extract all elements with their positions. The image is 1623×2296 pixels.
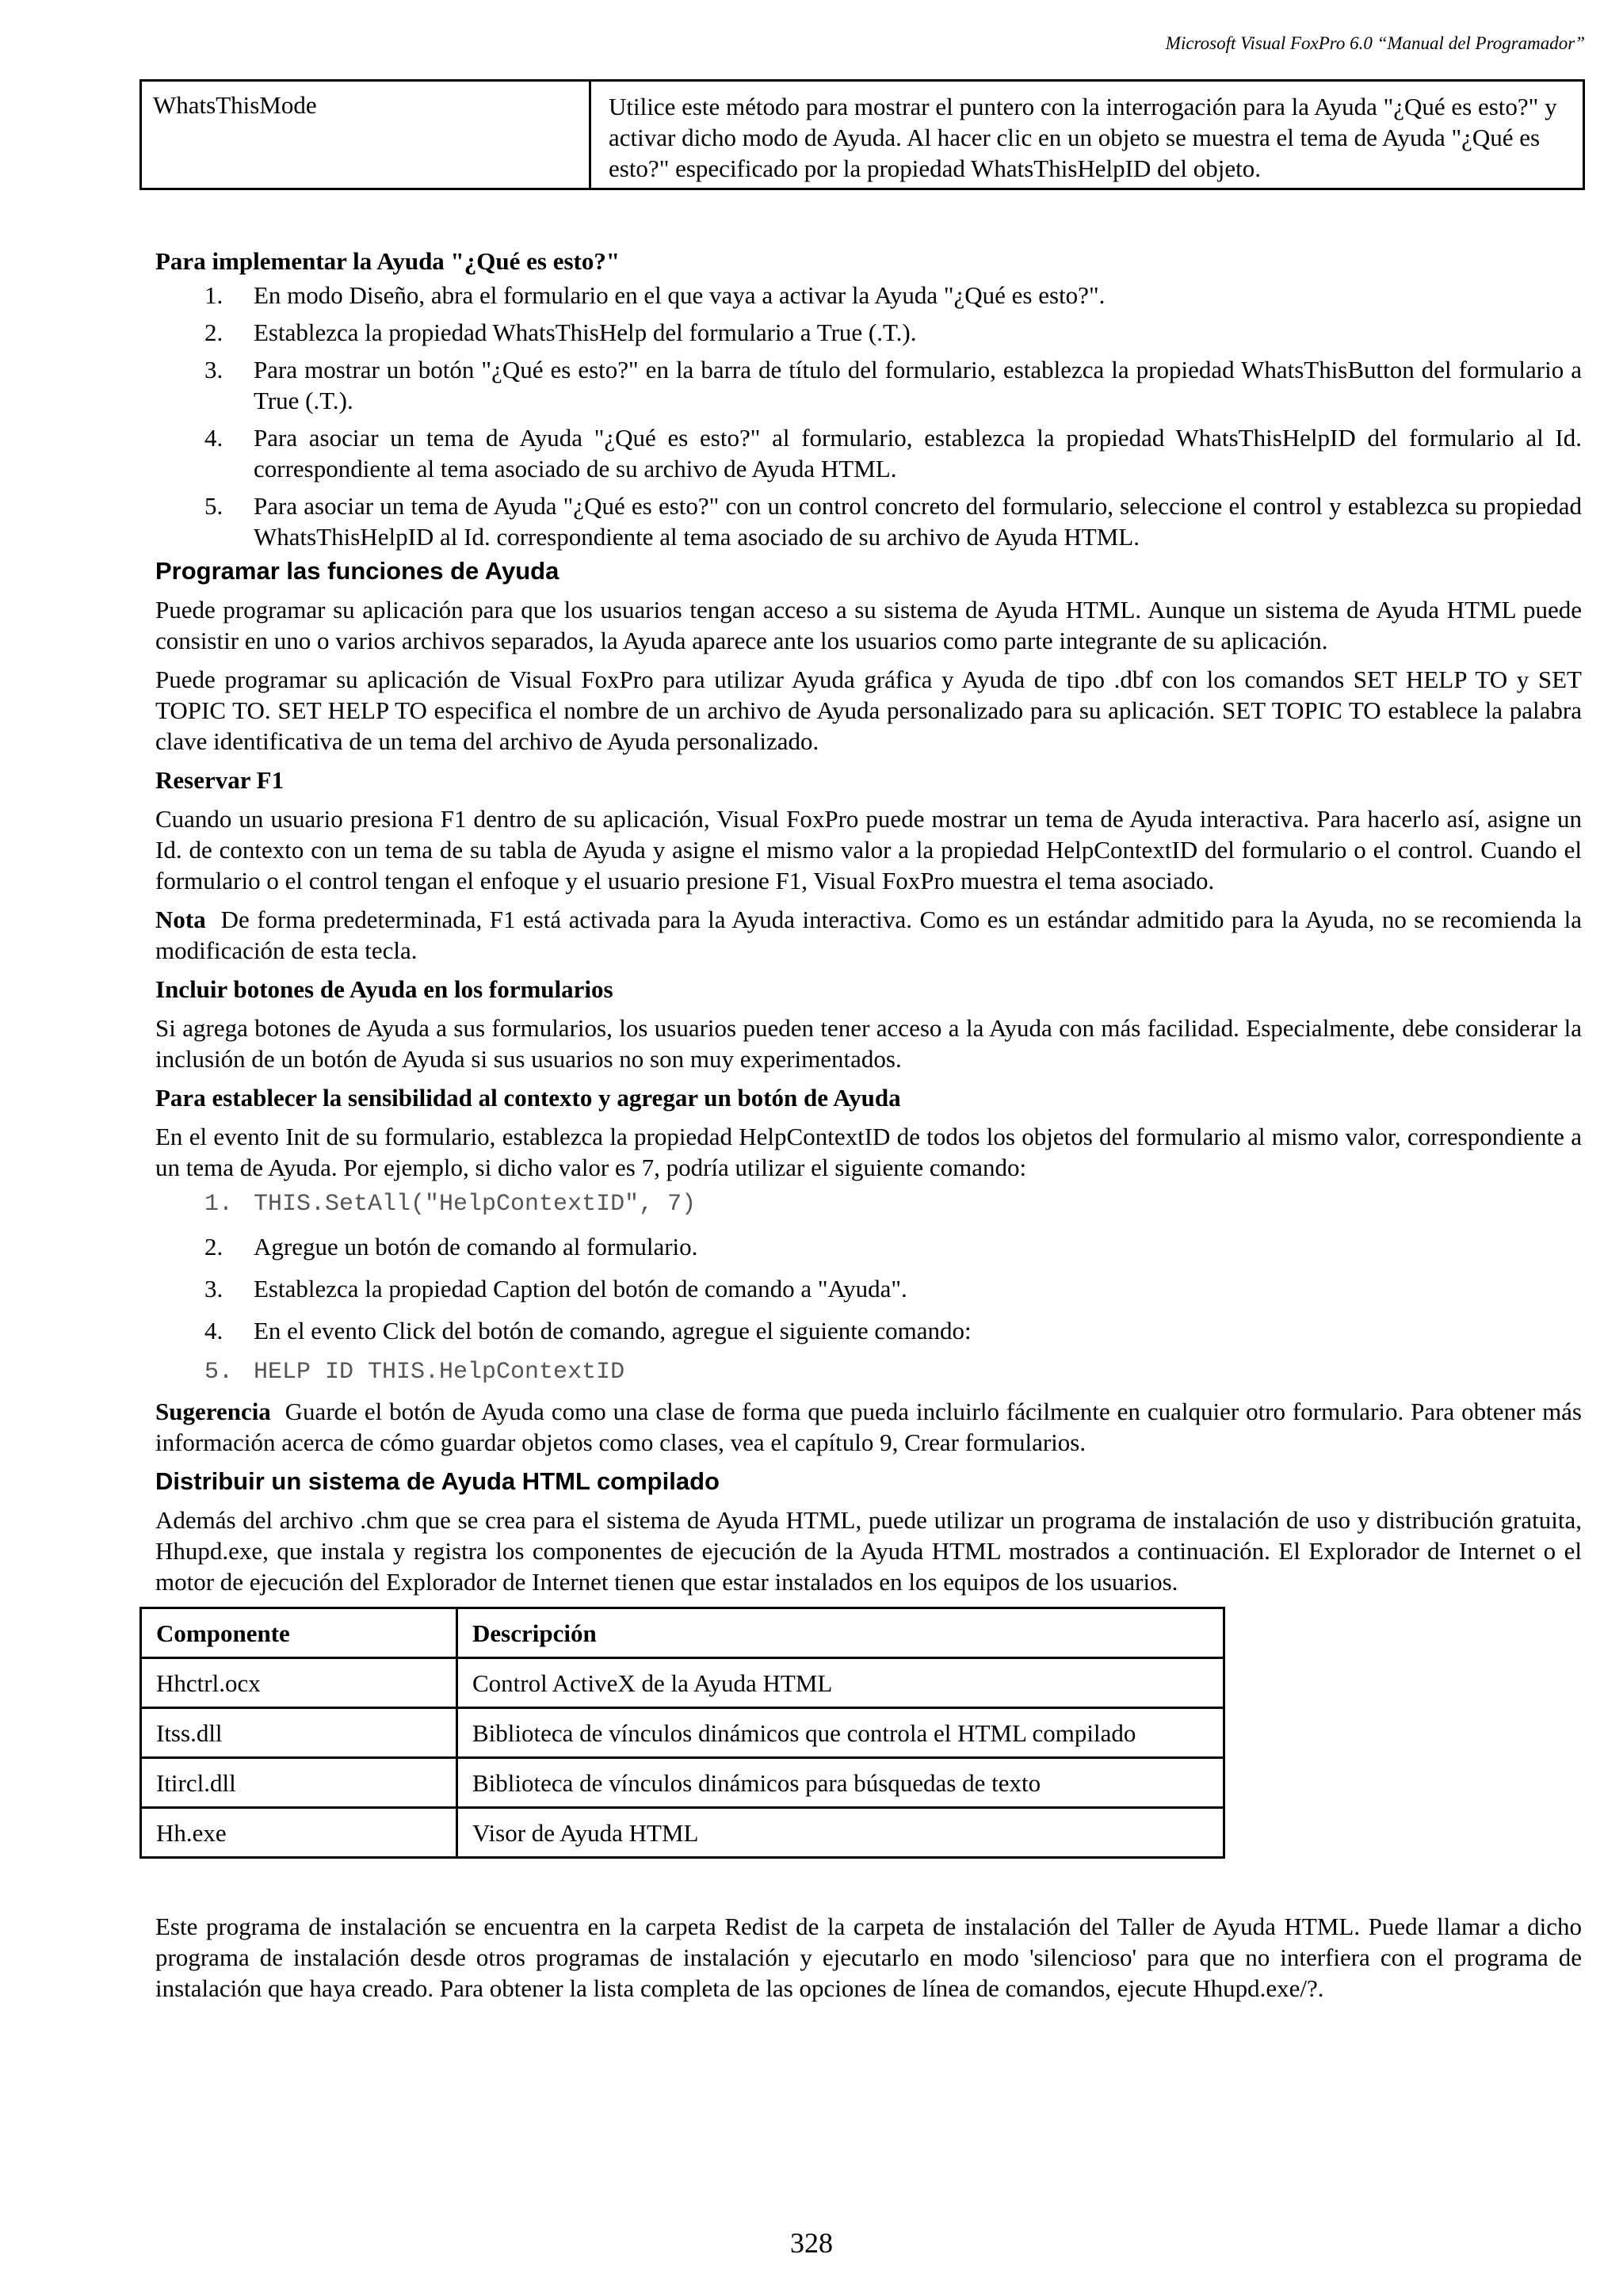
procedure-steps xyxy=(155,280,1582,552)
note-text: De forma predeterminada, F1 está activada para la Ayuda interactiva. Como es un estándar admitido para la Ayuda, no se recomienda la modificación de esta tecla. xyxy=(155,906,1582,964)
step-text: Para mostrar un botón "¿Qué es esto?" en la barra de título del formulario, establezca la propiedad WhatsThisButton del formulario a True (.T.). xyxy=(254,356,1582,414)
components-table xyxy=(139,1607,1225,1859)
step-number: 5. xyxy=(204,492,223,520)
component-cell: Itss.dll xyxy=(141,1708,457,1758)
table-row xyxy=(141,1658,1224,1708)
step-number: 2. xyxy=(204,318,223,346)
list-item xyxy=(155,1357,1582,1388)
component-cell: Hhctrl.ocx xyxy=(141,1658,457,1708)
description-cell: Biblioteca de vínculos dinámicos para búsquedas de texto xyxy=(457,1758,1224,1808)
procedure-heading: Para establecer la sensibilidad al contexto y agregar un botón de Ayuda xyxy=(155,1084,901,1112)
list-item xyxy=(155,317,1582,348)
code-line: HELP ID THIS.HelpContextID xyxy=(254,1359,625,1386)
step-text: Para asociar un tema de Ayuda "¿Qué es esto?" al formulario, establezca la propiedad WhatsThisHelpID del formulario al Id. correspondiente al tema asociado de su archivo de Ayuda HTML. xyxy=(254,424,1582,482)
step-text: En el evento Click del botón de comando, agregue el siguiente comando: xyxy=(254,1317,972,1344)
step-text: Establezca la propiedad Caption del botón de comando a "Ayuda". xyxy=(254,1275,907,1302)
list-item xyxy=(155,280,1582,311)
step-number: 4. xyxy=(204,1317,223,1344)
body-paragraph: Además del archivo .chm que se crea para el sistema de Ayuda HTML, puede utilizar un programa de instalación de uso y distribución gratuita, Hhupd.exe, que instala y registra los componentes de ejecución de la Ayuda HTML mostrados a continuación. El Explorador de Internet o el motor de ejecución del Explorador de Internet tienen que estar instalados en los equipos de los usuarios. xyxy=(155,1506,1582,1596)
list-item xyxy=(155,354,1582,416)
method-table-row xyxy=(139,79,1585,190)
body-paragraph: Cuando un usuario presiona F1 dentro de su aplicación, Visual FoxPro puede mostrar un tema de Ayuda interactiva. Para hacerlo así, asigne un Id. de contexto con un tema de su tabla de Ayuda y asigne el mismo valor a la propiedad HelpContextID del formulario o el control. Cuando el formulario o el control tengan el enfoque y el usuario presione F1, Visual FoxPro muestra el tema asociado. xyxy=(155,805,1582,894)
list-item xyxy=(155,1273,1582,1304)
list-item xyxy=(155,490,1582,552)
step-number: 1. xyxy=(204,1191,234,1218)
table-row xyxy=(141,1708,1224,1758)
description-cell: Visor de Ayuda HTML xyxy=(457,1808,1224,1858)
column-header: Descripción xyxy=(457,1608,1224,1658)
body-paragraph: En el evento Init de su formulario, establezca la propiedad HelpContextID de todos los objetos del formulario al mismo valor, correspondiente a un tema de Ayuda. Por ejemplo, si dicho valor es 7, podría utilizar el siguiente comando: xyxy=(155,1123,1582,1181)
step-number: 3. xyxy=(204,356,223,383)
main-content xyxy=(155,246,1582,2004)
step-number: 5. xyxy=(204,1359,234,1386)
step-text: Establezca la propiedad WhatsThisHelp del formulario a True (.T.). xyxy=(254,318,917,346)
list-item xyxy=(155,1231,1582,1262)
step-text: En modo Diseño, abra el formulario en el que vaya a activar la Ayuda "¿Qué es esto?". xyxy=(254,281,1106,309)
page-number: 328 xyxy=(790,2227,833,2259)
body-paragraph: Puede programar su aplicación para que los usuarios tengan acceso a su sistema de Ayuda HTML. Aunque un sistema de Ayuda HTML puede consistir en uno o varios archivos separados, la Ayuda aparece ante los usuarios como parte integrante de su aplicación. xyxy=(155,596,1582,654)
body-paragraph: Este programa de instalación se encuentra en la carpeta Redist de la carpeta de instalación del Taller de Ayuda HTML. Puede llamar a dicho programa de instalación desde otros programas de instalación y ejecutarlo en modo 'silencioso' para que no interfiera con el programa de instalación que haya creado. Para obtener la lista completa de las opciones de línea de comandos, ejecute Hhupd.exe/?. xyxy=(155,1913,1582,2002)
tip-paragraph xyxy=(155,1396,1582,1458)
step-number: 1. xyxy=(204,281,223,309)
table-header-row xyxy=(141,1608,1224,1658)
method-description-cell: Utilice este método para mostrar el puntero con la interrogación para la Ayuda "¿Qué es esto?" y activar dicho modo de Ayuda. Al hacer clic en un objeto se muestra el tema de Ayuda "¿Qué es esto?" especificado por la propiedad WhatsThisHelpID del objeto. xyxy=(609,93,1557,182)
description-cell: Control ActiveX de la Ayuda HTML xyxy=(457,1658,1224,1708)
step-text: Para asociar un tema de Ayuda "¿Qué es esto?" con un control concreto del formulario, seleccione el control y establezca su propiedad WhatsThisHelpID al Id. correspondiente al tema asociado de su archivo de Ayuda HTML. xyxy=(254,492,1582,551)
tip-text: Guarde el botón de Ayuda como una clase de forma que pueda incluirlo fácilmente en cualquier otro formulario. Para obtener más información acerca de cómo guardar objetos como clases, vea el capítulo 9, Crear formularios. xyxy=(155,1398,1583,1456)
code-line: THIS.SetAll("HelpContextID", 7) xyxy=(254,1191,697,1218)
note-paragraph xyxy=(155,904,1582,966)
list-item xyxy=(155,1315,1582,1346)
column-header: Componente xyxy=(141,1608,457,1658)
procedure-heading: Para implementar la Ayuda "¿Qué es esto?" xyxy=(155,247,621,275)
body-paragraph: Puede programar su aplicación de Visual FoxPro para utilizar Ayuda gráfica y Ayuda de tipo .dbf con los comandos SET HELP TO y SET TOPIC TO. SET HELP TO especifica el nombre de un archivo de Ayuda personalizado para su aplicación. SET TOPIC TO establece la palabra clave identificativa de un tema del archivo de Ayuda personalizado. xyxy=(155,666,1582,755)
body-paragraph: Si agrega botones de Ayuda a sus formularios, los usuarios pueden tener acceso a la Ayuda con más facilidad. Especialmente, debe considerar la inclusión de un botón de Ayuda si sus usuarios no son muy experimentados. xyxy=(155,1014,1582,1073)
section-heading: Programar las funciones de Ayuda xyxy=(155,557,559,585)
list-item xyxy=(155,1189,1582,1220)
table-row xyxy=(141,1808,1224,1858)
running-header: Microsoft Visual FoxPro 6.0 “Manual del Programador” xyxy=(1165,33,1585,53)
method-name-cell: WhatsThisMode xyxy=(142,82,591,188)
component-cell: Itircl.dll xyxy=(141,1758,457,1808)
table-row xyxy=(141,1758,1224,1808)
step-number: 3. xyxy=(204,1275,223,1302)
step-text: Agregue un botón de comando al formulario. xyxy=(254,1233,698,1261)
procedure-steps xyxy=(155,1189,1582,1388)
subsection-heading: Reservar F1 xyxy=(155,766,285,794)
section-heading: Distribuir un sistema de Ayuda HTML compilado xyxy=(155,1467,720,1495)
description-cell: Biblioteca de vínculos dinámicos que controla el HTML compilado xyxy=(457,1708,1224,1758)
list-item xyxy=(155,422,1582,484)
tip-label: Sugerencia xyxy=(155,1398,271,1425)
component-cell: Hh.exe xyxy=(141,1808,457,1858)
note-label: Nota xyxy=(155,906,206,933)
step-number: 2. xyxy=(204,1233,223,1261)
subsection-heading: Incluir botones de Ayuda en los formularios xyxy=(155,975,613,1003)
step-number: 4. xyxy=(204,424,223,452)
